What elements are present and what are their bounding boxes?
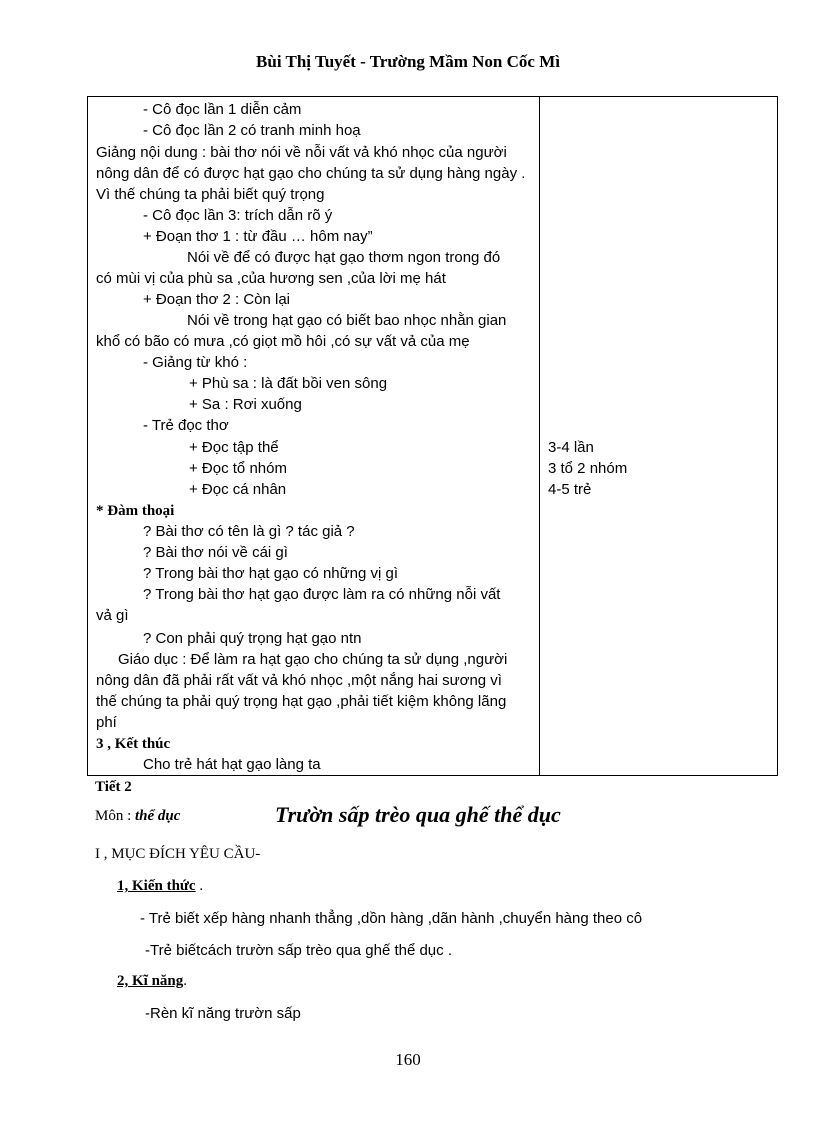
table-line: Giảng nội dung : bài thơ nói về nỗi vất vả khó nhọc của người bbox=[96, 144, 507, 161]
skills-heading: 2, Kĩ năng bbox=[117, 973, 184, 989]
knowledge-item: - Trẻ biết xếp hàng nhanh thẳng ,dồn hàng ,dãn hành ,chuyển hàng theo cô bbox=[140, 910, 643, 927]
table-line: nông dân để có được hạt gạo cho chúng ta sử dụng hàng ngày . bbox=[96, 165, 526, 182]
table-line: Vì thế chúng ta phải biết quý trọng bbox=[96, 186, 325, 203]
subject-label: Môn : bbox=[95, 808, 132, 824]
table-line: ? Con phải quý trọng hạt gạo ntn bbox=[143, 630, 362, 647]
table-line: thế chúng ta phải quý trọng hạt gạo ,phải tiết kiệm không lãng bbox=[96, 693, 507, 710]
table-line: + Đoạn thơ 1 : từ đầu … hôm nay” bbox=[143, 228, 373, 245]
table-line: ? Bài thơ có tên là gì ? tác giả ? bbox=[143, 523, 355, 540]
table-line: + Sa : Rơi xuống bbox=[189, 396, 302, 413]
table-line: + Đọc tập thể bbox=[189, 439, 279, 456]
table-line: - Giảng từ khó : bbox=[143, 354, 248, 371]
table-line: + Đoạn thơ 2 : Còn lại bbox=[143, 291, 291, 308]
table-note: 4-5 trẻ bbox=[548, 481, 592, 498]
skills-item: -Rèn kĩ năng trườn sấp bbox=[145, 1005, 301, 1022]
section-heading: I , MỤC ĐÍCH YÊU CẦU- bbox=[95, 846, 261, 862]
table-line: - Cô đọc lần 2 có tranh minh hoạ bbox=[143, 122, 361, 139]
table-line: Nói về để có được hạt gạo thơm ngon trong đó bbox=[187, 249, 501, 266]
table-line: Giáo dục : Để làm ra hạt gạo cho chúng ta sử dụng ,người bbox=[118, 651, 508, 668]
table-line: ? Trong bài thơ hạt gạo được làm ra có những nỗi vất bbox=[143, 586, 501, 603]
lesson-table bbox=[87, 96, 778, 776]
conclusion-heading: 3 , Kết thúc bbox=[96, 736, 171, 752]
table-line: phí bbox=[96, 714, 117, 731]
table-line: - Trẻ đọc thơ bbox=[143, 417, 229, 434]
dialogue-heading: * Đàm thoại bbox=[96, 503, 175, 519]
skills-heading-line bbox=[117, 973, 187, 990]
table-line: Nói về trong hạt gạo có biết bao nhọc nhằn gian bbox=[187, 312, 507, 329]
table-note: 3-4 lần bbox=[548, 439, 594, 456]
knowledge-heading-line bbox=[117, 878, 203, 895]
table-line: Cho trẻ hát hạt gạo làng ta bbox=[143, 756, 321, 773]
table-note: 3 tổ 2 nhóm bbox=[548, 460, 628, 477]
table-line: vả gì bbox=[96, 607, 129, 624]
table-line: + Đọc cá nhân bbox=[189, 481, 287, 498]
activity-title: Trườn sấp trèo qua ghế thể dục bbox=[275, 802, 561, 827]
table-line: - Cô đọc lần 1 diễn cảm bbox=[143, 101, 302, 118]
subject-name: thể dục bbox=[135, 808, 181, 824]
table-line: ? Bài thơ nói về cái gì bbox=[143, 544, 288, 561]
table-line: + Đọc tổ nhóm bbox=[189, 460, 287, 477]
skills-suffix: . bbox=[183, 973, 188, 989]
table-line: nông dân đã phải rất vất vả khó nhọc ,một nắng hai sương vì bbox=[96, 672, 502, 689]
table-line: + Phù sa : là đất bồi ven sông bbox=[189, 375, 388, 392]
page-header: Bùi Thị Tuyết - Trường Mầm Non Cốc Mì bbox=[256, 52, 560, 71]
page-number: 160 bbox=[395, 1050, 421, 1069]
table-line: khổ có bão có mưa ,có giọt mồ hôi ,có sự vất vả của mẹ bbox=[96, 333, 470, 350]
subject-line bbox=[95, 808, 180, 825]
table-line: - Cô đọc lần 3: trích dẫn rõ ý bbox=[143, 207, 333, 224]
knowledge-heading: 1, Kiến thức bbox=[117, 878, 196, 894]
knowledge-suffix: . bbox=[195, 878, 204, 894]
column-divider bbox=[539, 97, 540, 775]
knowledge-item: -Trẻ biếtcách trườn sấp trèo qua ghế thể dục . bbox=[145, 942, 452, 959]
table-line: có mùi vị của phù sa ,của hương sen ,của lời mẹ hát bbox=[96, 270, 446, 287]
lesson-period: Tiết 2 bbox=[95, 779, 132, 795]
table-line: ? Trong bài thơ hạt gạo có những vị gì bbox=[143, 565, 399, 582]
